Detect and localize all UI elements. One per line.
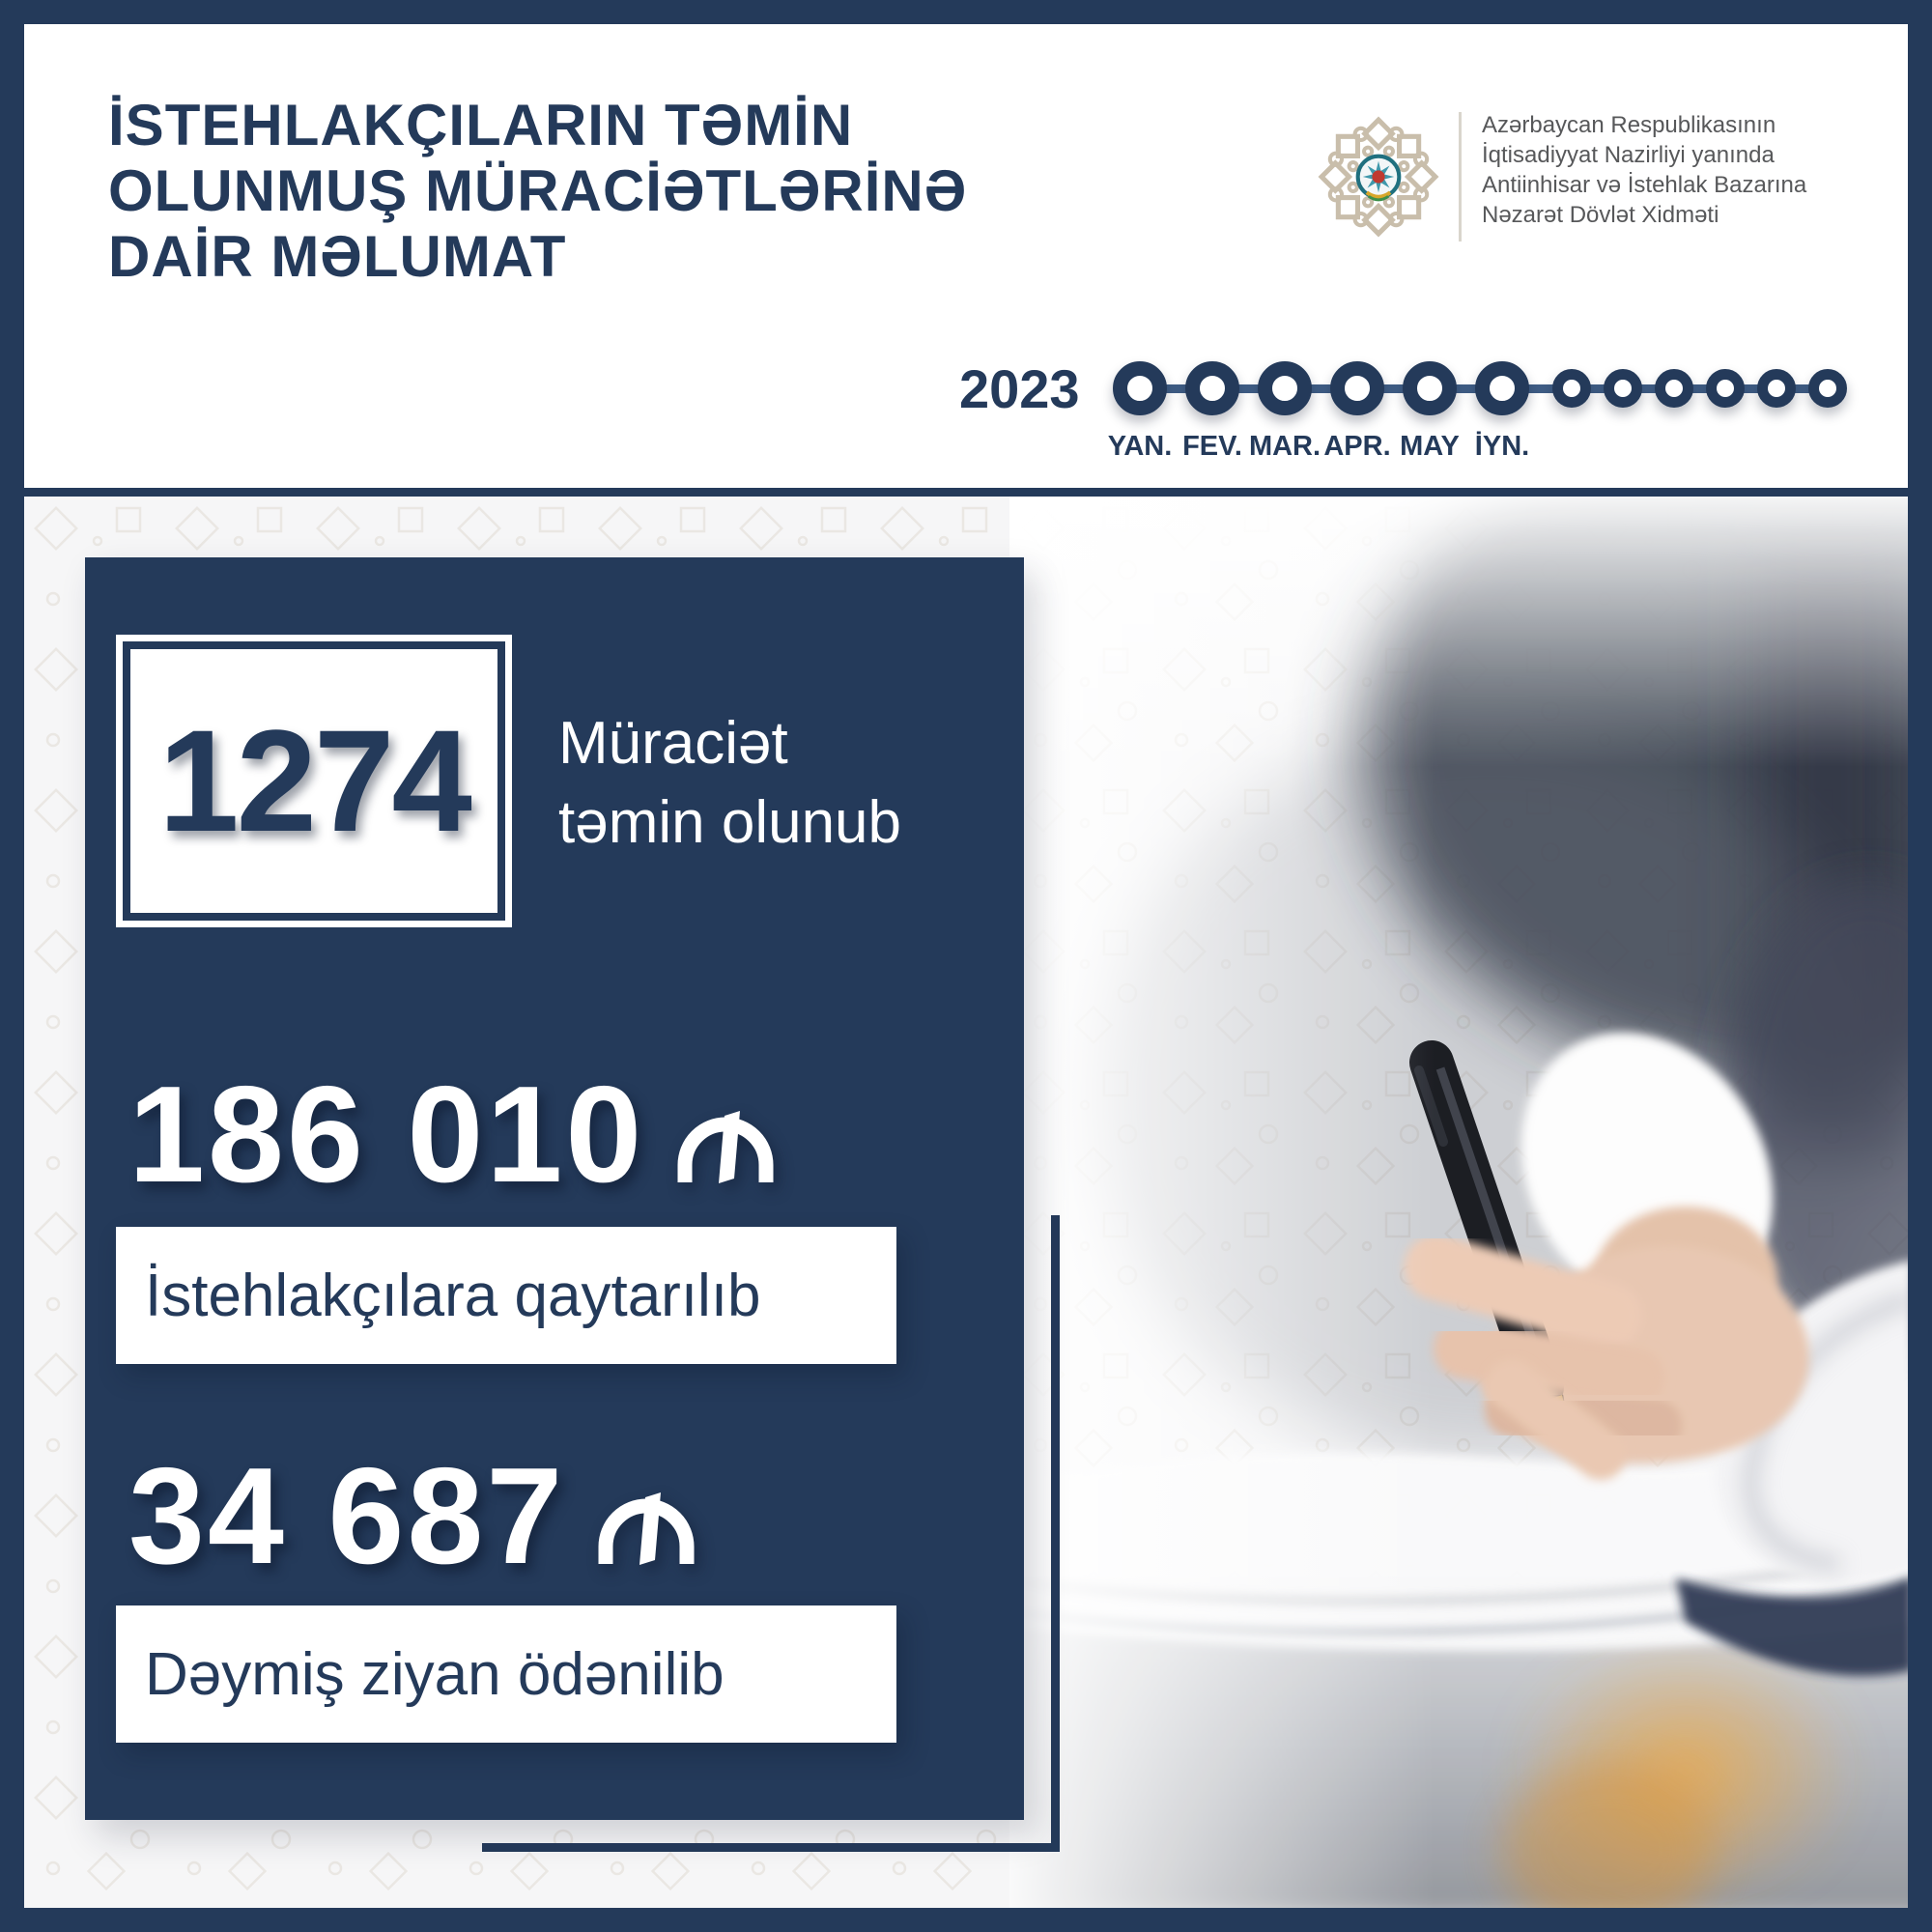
timeline-month-label: YAN. (1107, 431, 1173, 462)
timeline-month-label: MAY (1400, 431, 1460, 462)
timeline-dot-yan (1113, 361, 1167, 415)
damages-amount (128, 1439, 695, 1593)
damages-label: Dəymiş ziyan ödənilib (145, 1640, 724, 1708)
page-title (108, 93, 967, 290)
ministry-name-line2: İqtisadiyyat Nazirliyi yanında (1482, 142, 1775, 168)
stats-panel (85, 557, 1024, 1820)
timeline-dot-iyn (1475, 361, 1529, 415)
returned-amount-value: 186 010 (128, 1058, 645, 1211)
page-title-line1: İSTEHLAKÇILARIN TƏMİN (108, 93, 854, 157)
applications-label (558, 704, 901, 863)
damages-label-box (116, 1605, 896, 1743)
ministry-name-line4: Nəzarət Dövlət Xidməti (1482, 202, 1719, 228)
timeline-dot-mar (1258, 361, 1312, 415)
timeline-dot-future-2 (1604, 369, 1642, 408)
accent-line-vertical (1051, 1215, 1060, 1852)
timeline-month-label: İYN. (1474, 431, 1530, 462)
applications-label-line2: təmin olunub (558, 789, 902, 856)
applications-count-box (116, 635, 512, 927)
returned-label-box (116, 1227, 896, 1364)
page-title-line3: DAİR MƏLUMAT (108, 224, 567, 289)
ministry-name-line1: Azərbaycan Respublikasının (1482, 112, 1776, 138)
timeline-month-label: MAR. (1248, 431, 1321, 462)
timeline-dot-apr (1330, 361, 1384, 415)
ministry-name-line3: Antiinhisar və İstehlak Bazarına (1482, 172, 1807, 198)
damages-amount-value: 34 687 (128, 1439, 566, 1593)
applications-count: 1274 (158, 699, 469, 862)
timeline-dot-future-6 (1808, 369, 1847, 408)
returned-amount (128, 1058, 774, 1211)
applications-label-line1: Müraciət (558, 710, 788, 777)
header-separator (24, 488, 1908, 497)
timeline-dot-future-1 (1552, 369, 1591, 408)
manat-icon (598, 1478, 695, 1583)
timeline-dot-future-5 (1757, 369, 1796, 408)
accent-line-horizontal (482, 1843, 1060, 1852)
timeline-dot-may (1403, 361, 1457, 415)
timeline-year: 2023 (959, 358, 1080, 419)
photo-hand-writing (1009, 497, 1908, 1908)
logo-divider (1459, 112, 1462, 242)
ministry-emblem-icon (1316, 114, 1441, 244)
timeline-month-label: FEV. (1182, 431, 1242, 462)
timeline-dot-fev (1185, 361, 1239, 415)
applications-count-box-inner (130, 649, 497, 913)
timeline-month-label: APR. (1323, 431, 1391, 462)
page-title-line2: OLUNMUŞ MÜRACİƏTLƏRİNƏ (108, 158, 968, 223)
returned-label: İstehlakçılara qaytarılıb (145, 1262, 761, 1329)
timeline-dot-future-4 (1706, 369, 1745, 408)
timeline-dot-future-3 (1655, 369, 1693, 408)
ministry-name (1482, 110, 1806, 230)
manat-icon (677, 1096, 774, 1202)
